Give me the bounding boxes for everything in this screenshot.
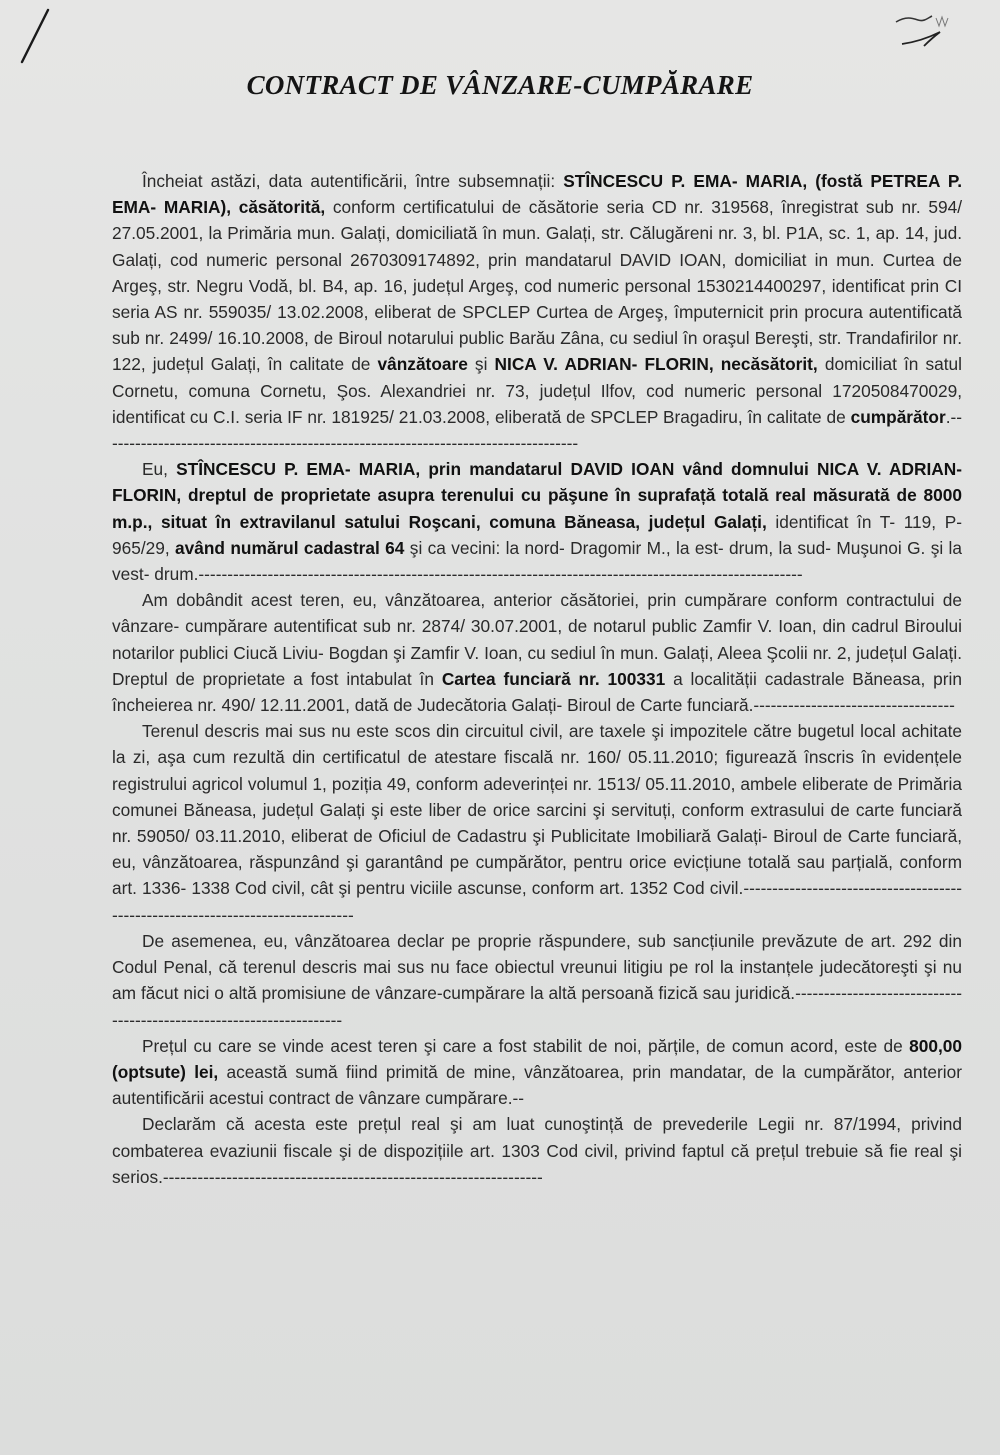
- text-run: a localității cadastrale Băneasa, prin încheierea nr. 490/ 12.11.2001, dată de Judecătoria Galați- Biroul de Carte funciară.-----------------------------------: [112, 668, 962, 716]
- bold-text-run: NICA V. ADRIAN- FLORIN, necăsătorit,: [494, 354, 818, 375]
- bold-text-run: cumpărător: [850, 406, 946, 427]
- contract-paragraph: [112, 928, 962, 1033]
- text-run: Prețul cu care se vinde acest teren şi care a fost stabilit de noi, părțile, de comun acord, este de: [142, 1035, 910, 1056]
- contract-paragraph: [112, 456, 962, 587]
- text-run: domiciliat în satul Cornetu, comuna Cornetu, Şos. Alexandriei nr. 73, județul Ilfov, cod numeric personal 1720508470029, identificat cu C.I. seria IF nr. 181925/ 21.03.2008, eliberată de SPCLEP Bragadiru, în calitate de: [112, 354, 962, 427]
- bold-text-run: 800,00 (optsute) lei,: [112, 1035, 962, 1082]
- contract-paragraph: [112, 168, 962, 456]
- bleed-through-shadow: [100, 100, 960, 160]
- contract-paragraph: [112, 1111, 962, 1190]
- document-title: CONTRACT DE VÂNZARE-CUMPĂRARE: [246, 70, 754, 100]
- text-run: această sumă fiind primită de mine, vânzătoarea, prin mandatar, de la cumpărător, anterior autentificării acestui contract de vânzare cumpărare.--: [112, 1061, 962, 1109]
- bold-text-run: Cartea funciară nr. 100331: [441, 668, 666, 689]
- text-run: .-----------------------------------------------------------------------------------: [112, 406, 962, 454]
- text-run: Am dobândit acest teren, eu, vânzătoarea, anterior căsătoriei, prin cumpărare conform contractului de vânzare- cumpărare autentificat sub nr. 2874/ 30.07.2001, de notarul public Zamfir V. Ioan, din cadrul Biroului notarilor publici Ciucă Liviu- Bogdan şi Zamfir V. Ioan, cu sediul în mun. Galați, Aleea Şcolii nr. 2, județul Galați. Dreptul de proprietate a fost intabulat în: [112, 590, 962, 689]
- text-run: identificat în T- 119, P- 965/29,: [112, 511, 962, 558]
- text-run: Declarăm că acesta este prețul real şi am luat cunoştință de prevederile Legii nr. 87/1994, privind combaterea evaziunii fiscale şi de dispozițiile art. 1303 Cod civil, privind faptul că prețul trebuie să fie real şi serios.------------------------------------------------------------------: [112, 1114, 962, 1187]
- contract-paragraph: [112, 1033, 962, 1112]
- bold-text-run: STÎNCESCU P. EMA- MARIA, prin mandatarul DAVID IOAN vând domnului NICA V. ADRIAN- FLORIN, dreptul de proprietate asupra terenului cu păşune în suprafață totală real măsurată de 8000 m.p., situat în extravilanul satului Roşcani, comuna Băneasa, județul Galați,: [112, 459, 962, 532]
- bold-text-run: STÎNCESCU P. EMA- MARIA, (fostă PETREA P. EMA- MARIA), căsătorită,: [112, 171, 962, 218]
- pen-stroke-mark: [0, 0, 80, 80]
- text-run: şi ca vecini: la nord- Dragomir M., la est- drum, la sud- Muşunoi G. şi la vest- drum.---------------------------------------------------------------------------------------------------------: [112, 537, 962, 585]
- text-run: şi: [467, 354, 495, 375]
- contract-body: [112, 168, 962, 1190]
- contract-paragraph: [112, 587, 962, 718]
- contract-paragraph: [112, 718, 962, 928]
- handwritten-initials-mark: [888, 8, 978, 58]
- text-run: conform certificatului de căsătorie seria CD nr. 319568, înregistrat sub nr. 594/ 27.05.2001, la Primăria mun. Galați, domiciliată în mun. Galați, str. Călugăreni nr. 3, bl. P1A, sc. 1, ap. 14, jud. Galați, cod numeric personal 2670309174892, prin mandatarul DAVID IOAN, domiciliat in mun. Curtea de Argeş, str. Negru Vodă, bl. B4, ap. 16, județul Argeş, cod numeric personal 1530214400297, identificat prin CI seria AS nr. 559035/ 13.02.2008, eliberat de SPCLEP Curtea de Argeş, împuternicit prin procura autentificată sub nr. 2499/ 16.10.2008, de Biroul notarului public Barău Zâna, cu sediul în oraşul Bereşti, str. Trandafirilor nr. 122, județul Galați, în calitate de: [112, 197, 962, 375]
- text-run: Eu,: [142, 459, 177, 480]
- bold-text-run: având numărul cadastral 64: [175, 537, 405, 558]
- text-run: Terenul descris mai sus nu este scos din circuitul civil, are taxele şi impozitele către bugetul local achitate la zi, aşa cum rezultă din certificatul de atestare fiscală nr. 160/ 05.11.2010; figurează înscris în evidențele registrului agricol volumul 1, poziția 49, conform adeverinței nr. 1513/ 05.11.2010, ambele eliberate de Primăria comunei Băneasa, județul Galați şi este liber de orice sarcini şi servituți, conform extrasului de carte funciară nr. 59050/ 03.11.2010, eliberat de Oficiul de Cadastru şi Publicitate Imobiliară Galați- Biroul de Carte funciară, eu, vânzătoarea, răspunzând şi garantând pe cumpărător, pentru orice evicțiune totală sau parțială, conform art. 1336- 1338 Cod civil, cât şi pentru viciile ascunse, conform art. 1352 Cod civil.--------------------------------------------------------------------------------: [112, 721, 962, 925]
- text-run: Încheiat astăzi, data autentificării, între subsemnații:: [142, 171, 564, 191]
- bold-text-run: vânzătoare: [377, 354, 468, 375]
- text-run: De asemenea, eu, vânzătoarea declar pe proprie răspundere, sub sancțiunile prevăzute de art. 292 din Codul Penal, că terenul descris mai sus nu face obiectul vreunui litigiu pe rol la instanțele judecătoreşti şi nu am făcut nici o altă promisiune de vânzare-cumpărare la altă persoană fizică sau juridică.---------------------------------------------------------------------: [112, 930, 962, 1030]
